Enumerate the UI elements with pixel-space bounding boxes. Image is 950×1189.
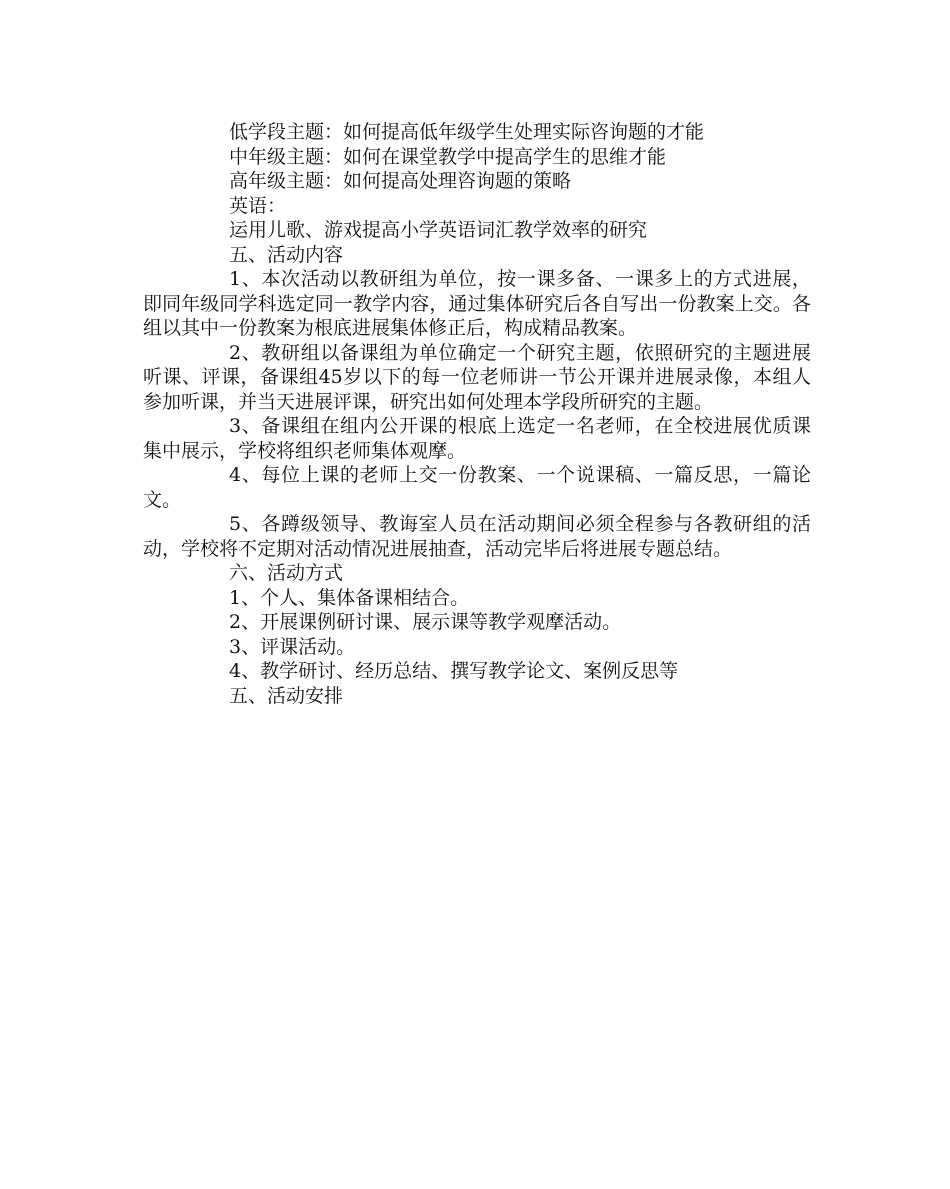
activity-method-item-1: 1、个人、集体备课相结合。	[229, 586, 470, 609]
activity-content-item-5: 5、各蹲级领导、教诲室人员在活动期间必须全程参与各教研组的活动，学校将不定期对活动情况进展抽查，活动完毕后将进展专题总结。	[143, 513, 811, 560]
topic-english-label: 英语：	[229, 194, 287, 217]
activity-method-item-4: 4、教学研讨、经历总结、撰写教学论文、案例反思等	[229, 660, 679, 682]
topic-low-grade: 低学段主题：如何提高低年级学生处理实际咨询题的才能	[229, 121, 705, 143]
section-heading-activity-schedule: 五、活动安排	[229, 684, 344, 707]
topic-high-grade: 高年级主题：如何提高处理咨询题的策略	[229, 170, 572, 192]
document-body	[143, 120, 811, 708]
activity-content-item-3: 3、备课组在组内公开课的根底上选定一名老师，在全校进展优质课集中展示，学校将组织老师集体观摩。	[143, 415, 811, 462]
section-heading-activity-content: 五、活动内容	[229, 243, 344, 266]
activity-content-item-2: 2、教研组以备课组为单位确定一个研究主题，依照研究的主题进展听课、评课，备课组45岁以下的每一位老师讲一节公开课并进展录像，本组人参加听课，并当天进展评课，研究出如何处理本学段所研究的主题。	[143, 341, 811, 413]
section-heading-activity-method: 六、活动方式	[229, 562, 344, 584]
activity-method-item-3: 3、评课活动。	[229, 635, 356, 658]
activity-method-item-2: 2、开展课例研讨课、展示课等教学观摩活动。	[229, 611, 622, 633]
activity-content-item-4: 4、每位上课的老师上交一份教案、一个说课稿、一篇反思，一篇论文。	[143, 464, 811, 511]
activity-content-item-1: 1、本次活动以教研组为单位，按一课多备、一课多上的方式进展，即同年级同学科选定同一教学内容，通过集体研究后各自写出一份教案上交。各组以其中一份教案为根底进展集体修正后，构成精品教案。	[143, 268, 811, 339]
topic-middle-grade: 中年级主题：如何在课堂教学中提高学生的思维才能	[229, 145, 667, 168]
topic-english: 运用儿歌、游戏提高小学英语词汇教学效率的研究	[229, 219, 648, 241]
